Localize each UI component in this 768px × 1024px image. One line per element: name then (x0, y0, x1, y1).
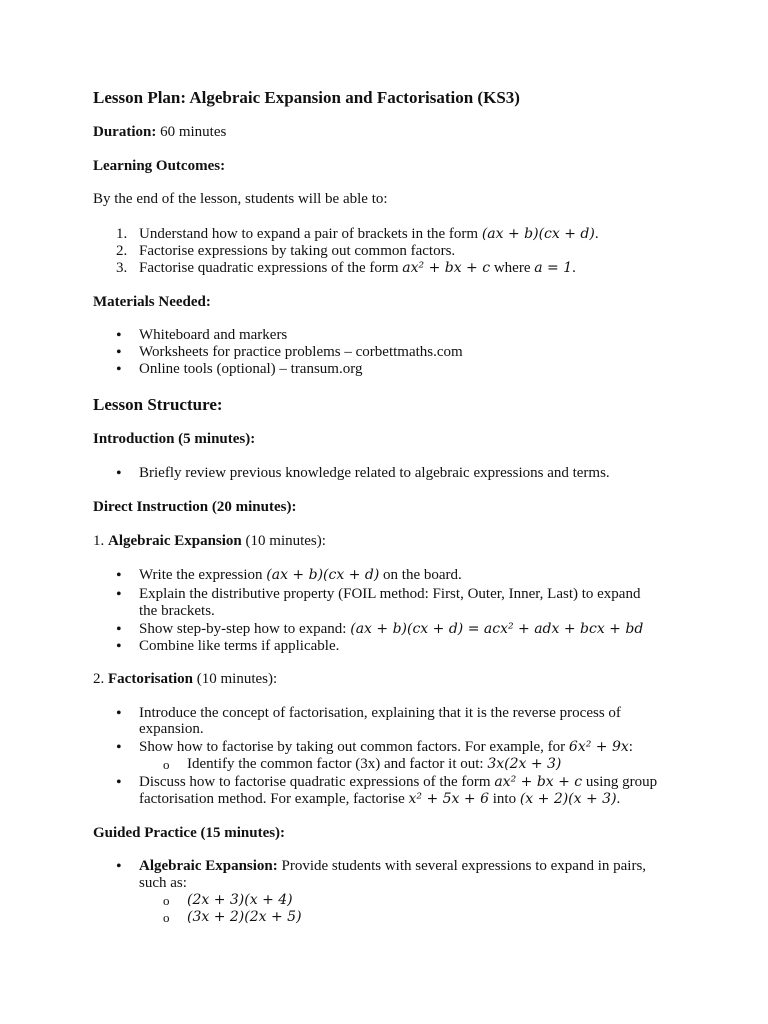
material-item: Whiteboard and markers (139, 327, 288, 343)
duration-line (93, 124, 683, 141)
expansion-item-continued: the brackets. (139, 603, 215, 619)
bullet-icon (116, 739, 126, 757)
item-text: . (616, 791, 621, 807)
outcome-math: ax² + bx + c (402, 260, 491, 276)
outcome-text: Factorise quadratic expressions of the form (139, 260, 403, 276)
item-math: (ax + b)(cx + d) = acx² + adx + bcx + bd (350, 621, 644, 637)
guided-example: (2x + 3)(x + 4) (187, 892, 293, 908)
bullet-icon (116, 774, 126, 792)
item-text: Write the expression (139, 567, 267, 583)
outcome-tail: . (594, 226, 599, 242)
introduction-heading: Introduction (5 minutes): (93, 431, 256, 447)
outcome-item (139, 243, 699, 260)
material-item: Online tools (optional) – transum.org (139, 361, 363, 377)
outcome-number: 2. (116, 243, 128, 259)
guided-item (139, 858, 699, 875)
expansion-item (139, 567, 699, 584)
guided-item-continued: such as: (139, 875, 187, 891)
outcome-number: 1. (116, 226, 128, 242)
guided-item-text: Provide students with several expressions to expand in pairs, (277, 858, 647, 874)
outcome-tail: where (490, 260, 535, 276)
bullet-icon (116, 858, 126, 876)
item-math: (ax + b)(cx + d) (266, 567, 380, 583)
expansion-number: 1. (93, 533, 108, 549)
guided-example: (3x + 2)(2x + 5) (187, 909, 302, 925)
factorisation-item (139, 739, 699, 756)
outcome-math: (ax + b)(cx + d) (481, 226, 595, 242)
factorisation-item (139, 774, 699, 791)
structure-heading: Lesson Structure: (93, 395, 223, 414)
expansion-item (139, 621, 699, 638)
item-math: x² + 5x + 6 (408, 791, 489, 807)
direct-instruction-heading: Direct Instruction (20 minutes): (93, 499, 297, 515)
guided-practice-heading: Guided Practice (15 minutes): (93, 825, 286, 841)
outcomes-intro: By the end of the lesson, students will be able to: (93, 191, 388, 207)
outcome-number: 3. (116, 260, 128, 276)
bullet-icon (116, 465, 126, 483)
materials-heading: Materials Needed: (93, 294, 211, 310)
outcome-math: a = 1 (534, 260, 573, 276)
bullet-icon (116, 361, 126, 379)
outcome-tail: . (572, 260, 576, 276)
item-text: Show how to factorise by taking out common factors. For example, for (139, 739, 569, 755)
circle-bullet-icon: o (163, 757, 170, 772)
introduction-item: Briefly review previous knowledge related to algebraic expressions and terms. (139, 465, 610, 481)
circle-bullet-icon: o (163, 893, 170, 908)
item-text: on the board. (379, 567, 462, 583)
document-title: Lesson Plan: Algebraic Expansion and Factorisation (KS3) (93, 88, 520, 107)
expansion-item: Explain the distributive property (FOIL method: First, Outer, Inner, Last) to expand (139, 586, 641, 602)
bullet-icon (116, 705, 126, 723)
bullet-icon (116, 586, 126, 604)
outcome-text: Factorise expressions by taking out common factors. (139, 243, 456, 259)
material-item: Worksheets for practice problems – corbettmaths.com (139, 344, 463, 360)
item-text: Discuss how to factorise quadratic expressions of the form (139, 774, 495, 790)
outcome-item (139, 226, 699, 243)
factorisation-number: 2. (93, 671, 108, 687)
duration-value: 60 minutes (156, 124, 227, 140)
bullet-icon (116, 638, 126, 656)
factorisation-item-continued: expansion. (139, 721, 204, 737)
guided-item-label: Algebraic Expansion: (139, 858, 278, 874)
item-text: factorisation method. For example, factorise (139, 791, 409, 807)
factorisation-subheading (93, 671, 683, 688)
item-text: into (488, 791, 520, 807)
item-math: 6x² + 9x (568, 739, 629, 755)
circle-bullet-icon: o (163, 910, 170, 925)
item-text: Identify the common factor (3x) and factor it out: (187, 756, 488, 772)
bullet-icon (116, 344, 126, 362)
item-math: (x + 2)(x + 3) (519, 791, 617, 807)
factorisation-subitem (187, 756, 561, 773)
item-math: ax² + bx + c (494, 774, 583, 790)
outcomes-heading: Learning Outcomes: (93, 158, 226, 174)
item-text: : (628, 739, 633, 755)
item-text: Show step-by-step how to expand: (139, 621, 351, 637)
outcome-item (139, 260, 699, 277)
factorisation-item: Introduce the concept of factorisation, explaining that it is the reverse process of (139, 705, 621, 721)
bullet-icon (116, 567, 126, 585)
item-math: 3x(2x + 3) (487, 756, 562, 772)
expansion-time: (10 minutes): (241, 533, 326, 549)
item-text: using group (582, 774, 658, 790)
bullet-icon (116, 621, 126, 639)
expansion-subheading (93, 533, 683, 550)
bullet-icon (116, 327, 126, 345)
factorisation-item-continued (139, 791, 699, 808)
expansion-label: Algebraic Expansion (108, 533, 242, 549)
expansion-item: Combine like terms if applicable. (139, 638, 340, 654)
factorisation-label: Factorisation (108, 671, 193, 687)
duration-label: Duration: (93, 124, 157, 140)
outcome-text: Understand how to expand a pair of brackets in the form (139, 226, 482, 242)
factorisation-time: (10 minutes): (192, 671, 278, 687)
